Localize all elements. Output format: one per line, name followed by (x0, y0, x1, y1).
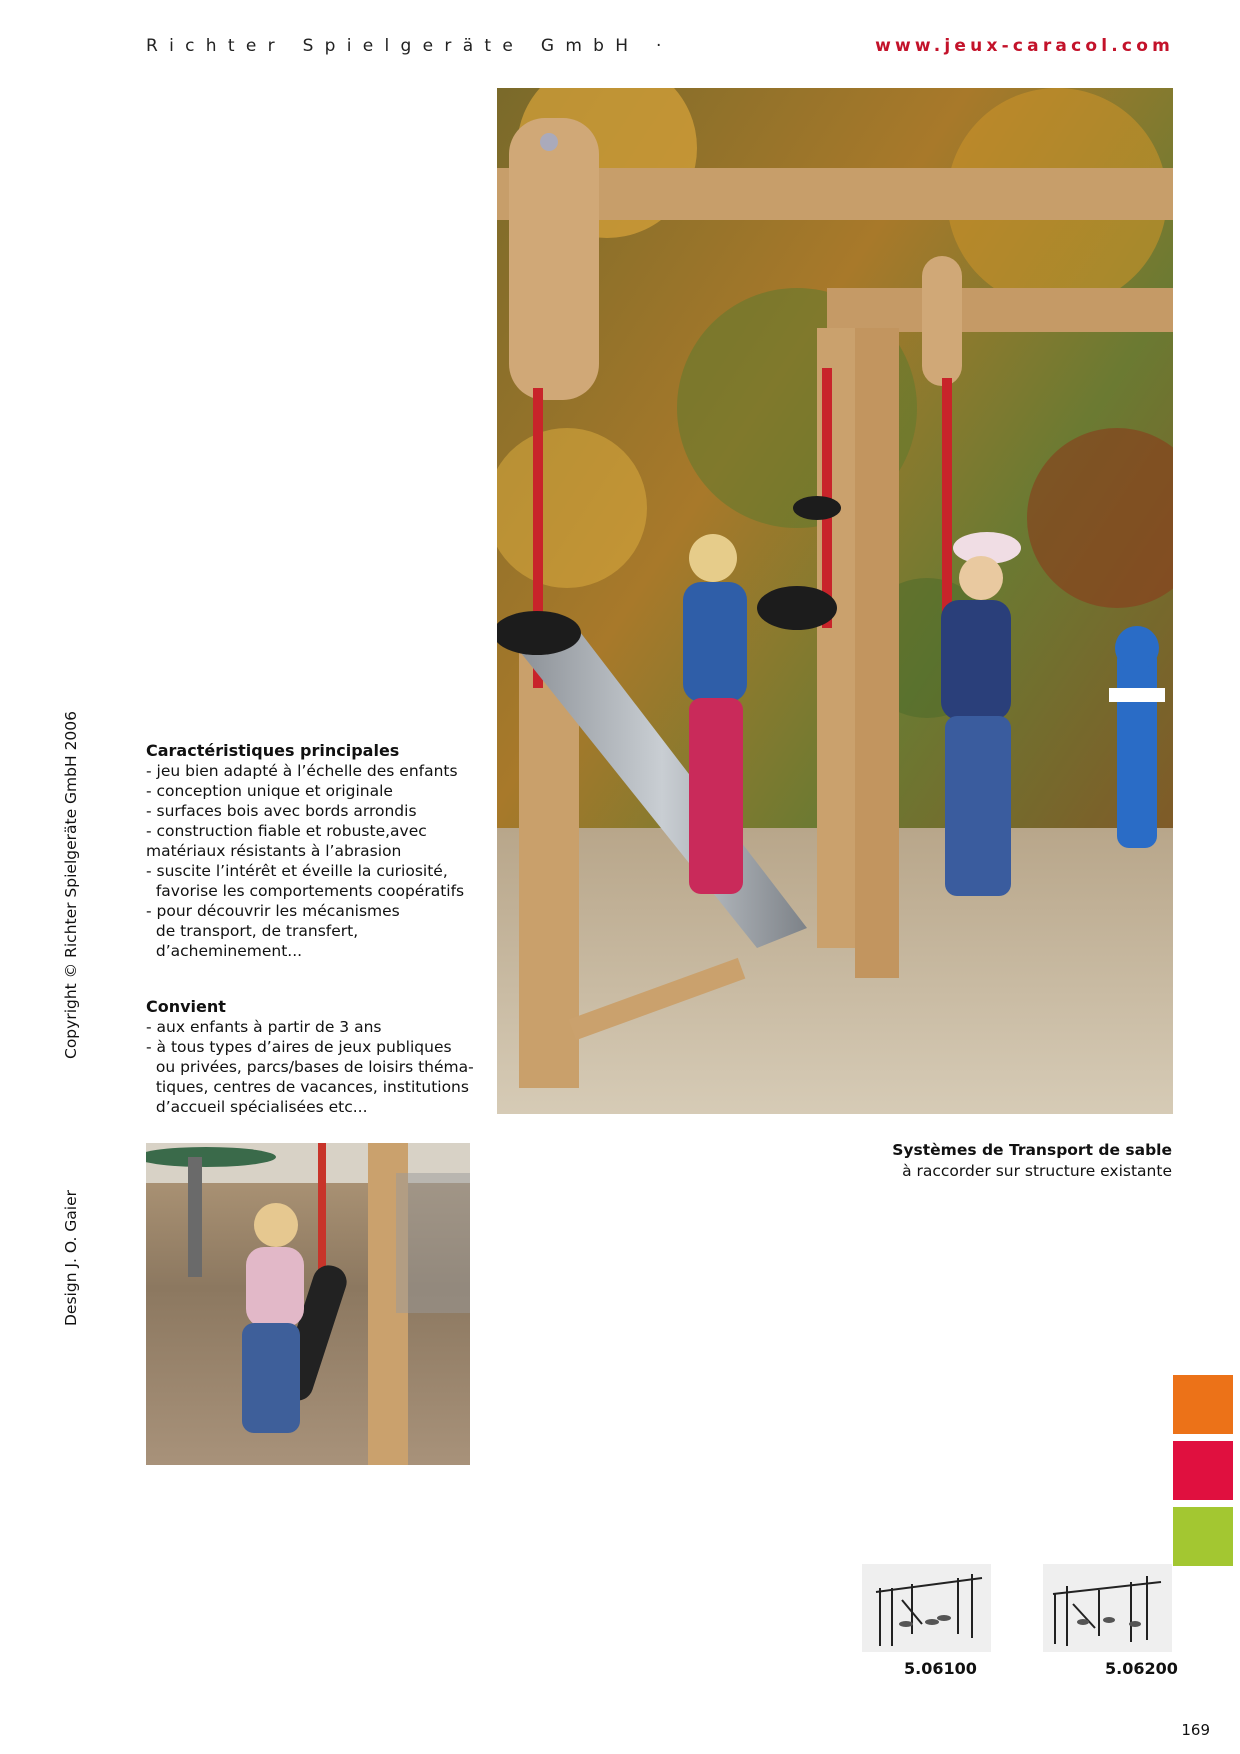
features-item: - suscite l’intérêt et éveille la curiosité, (146, 862, 448, 880)
features-item: - construction fiable et robuste,avec (146, 822, 427, 840)
designer-credit: Design J. O. Gaier (62, 1189, 80, 1326)
suitable-item: - aux enfants à partir de 3 ans (146, 1018, 382, 1036)
features-item: de transport, de transfert, (146, 922, 359, 940)
product-thumbnail-5-06200 (1043, 1564, 1172, 1652)
page-number: 169 (1181, 1721, 1210, 1739)
suitable-title: Convient (146, 997, 226, 1016)
category-tab-red[interactable] (1173, 1441, 1233, 1500)
product-caption-title: Systèmes de Transport de sable (892, 1141, 1172, 1159)
product-code: 5.06200 (1105, 1659, 1178, 1678)
website-link[interactable]: www.jeux-caracol.com (875, 36, 1174, 56)
features-item: - pour découvrir les mécanismes (146, 902, 400, 920)
suitable-section (146, 997, 481, 1117)
secondary-product-photo (146, 1143, 470, 1465)
product-thumbnail-5-06100 (862, 1564, 991, 1652)
features-item: - jeu bien adapté à l’échelle des enfants (146, 762, 458, 780)
features-item: - conception unique et originale (146, 782, 393, 800)
suitable-item: tiques, centres de vacances, institutions (146, 1078, 469, 1096)
features-item: favorise les comportements coopératifs (146, 882, 465, 900)
suitable-item: - à tous types d’aires de jeux publiques (146, 1038, 452, 1056)
main-product-photo (497, 88, 1173, 1114)
features-section (146, 741, 481, 961)
features-title: Caractéristiques principales (146, 741, 400, 760)
product-code: 5.06100 (904, 1659, 977, 1678)
features-item: d’acheminement... (146, 942, 303, 960)
category-tab-orange[interactable] (1173, 1375, 1233, 1434)
suitable-item: d’accueil spécialisées etc... (146, 1098, 368, 1116)
features-item: matériaux résistants à l’abrasion (146, 842, 402, 860)
copyright-text: Copyright © Richter Spielgeräte GmbH 2006 (62, 710, 80, 1059)
company-name: Richter Spielgeräte GmbH · (146, 36, 673, 56)
features-item: - surfaces bois avec bords arrondis (146, 802, 417, 820)
category-tab-green[interactable] (1173, 1507, 1233, 1566)
product-caption-subtitle: à raccorder sur structure existante (902, 1162, 1172, 1180)
suitable-item: ou privées, parcs/bases de loisirs théma- (146, 1058, 474, 1076)
